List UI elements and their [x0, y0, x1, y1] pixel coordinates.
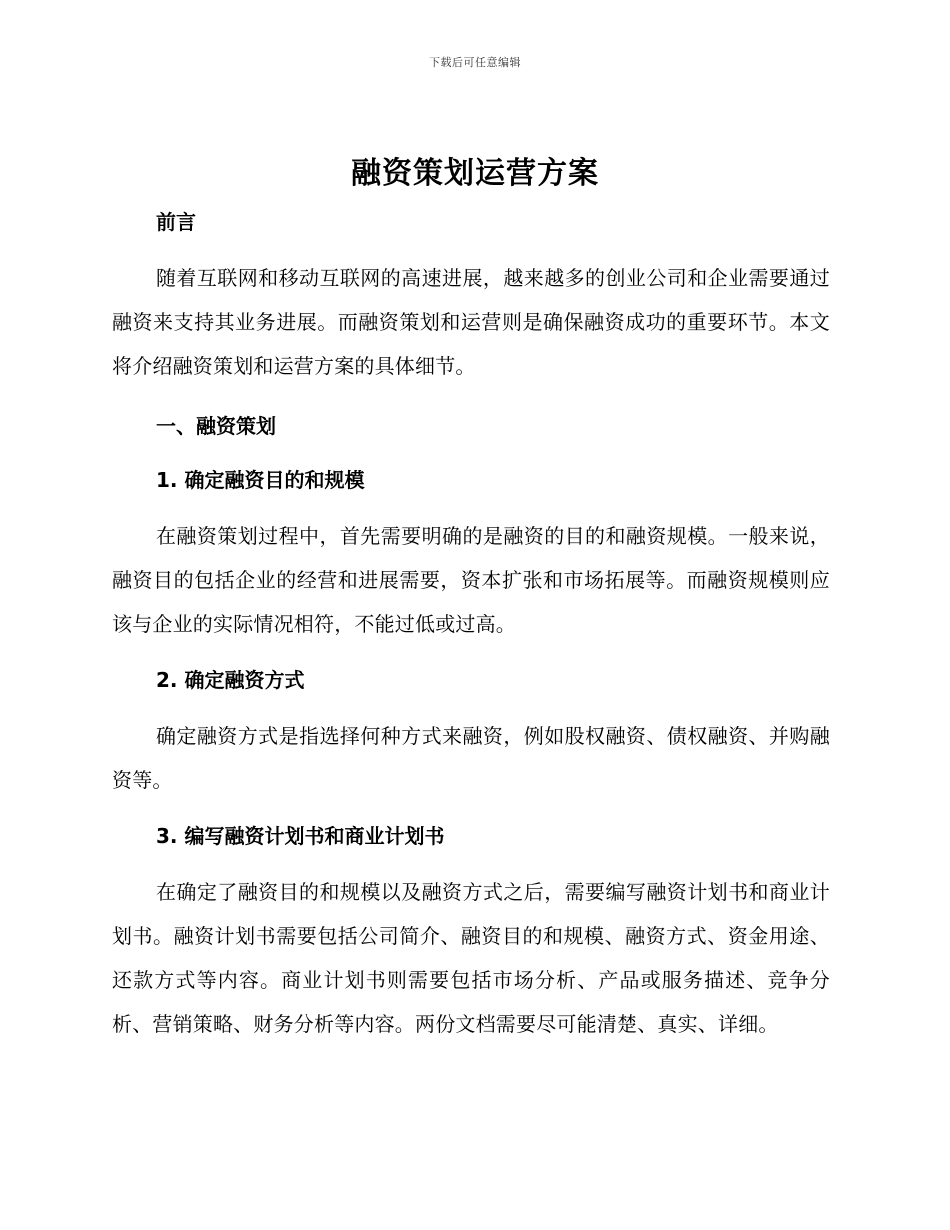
- subsection-heading-business-plan: 3. 编写融资计划书和商业计划书: [156, 824, 445, 848]
- page-header-note: 下载后可任意编辑: [429, 56, 521, 69]
- section-heading-financing-planning: 一、融资策划: [156, 414, 276, 438]
- subsection-paragraph-business-plan: 在确定了融资目的和规模以及融资方式之后，需要编写融资计划书和商业计划书。融资计划书需要包括公司简介、融资目的和规模、融资方式、资金用途、还款方式等内容。商业计划书则需要包括市场分析、产品或服务描述、竞争分析、营销策略、财务分析等内容。两份文档需要尽可能清楚、真实、详细。: [112, 880, 830, 1036]
- document-body: [112, 202, 830, 1046]
- subsection-heading-purpose-scale: 1. 确定融资目的和规模: [156, 468, 365, 492]
- subsection-heading-financing-method: 2. 确定融资方式: [156, 668, 305, 692]
- subsection-paragraph-purpose-scale: 在融资策划过程中，首先需要明确的是融资的目的和融资规模。一般来说，融资目的包括企业的经营和进展需要，资本扩张和市场拓展等。而融资规模则应该与企业的实际情况相符，不能过低或过高。: [112, 524, 830, 636]
- document-title: 融资策划运营方案: [351, 156, 599, 191]
- preface-heading: 前言: [156, 210, 196, 234]
- subsection-paragraph-financing-method: 确定融资方式是指选择何种方式来融资，例如股权融资、债权融资、并购融资等。: [112, 724, 830, 792]
- preface-paragraph: 随着互联网和移动互联网的高速进展，越来越多的创业公司和企业需要通过融资来支持其业务进展。而融资策划和运营则是确保融资成功的重要环节。本文将介绍融资策划和运营方案的具体细节。: [112, 266, 830, 378]
